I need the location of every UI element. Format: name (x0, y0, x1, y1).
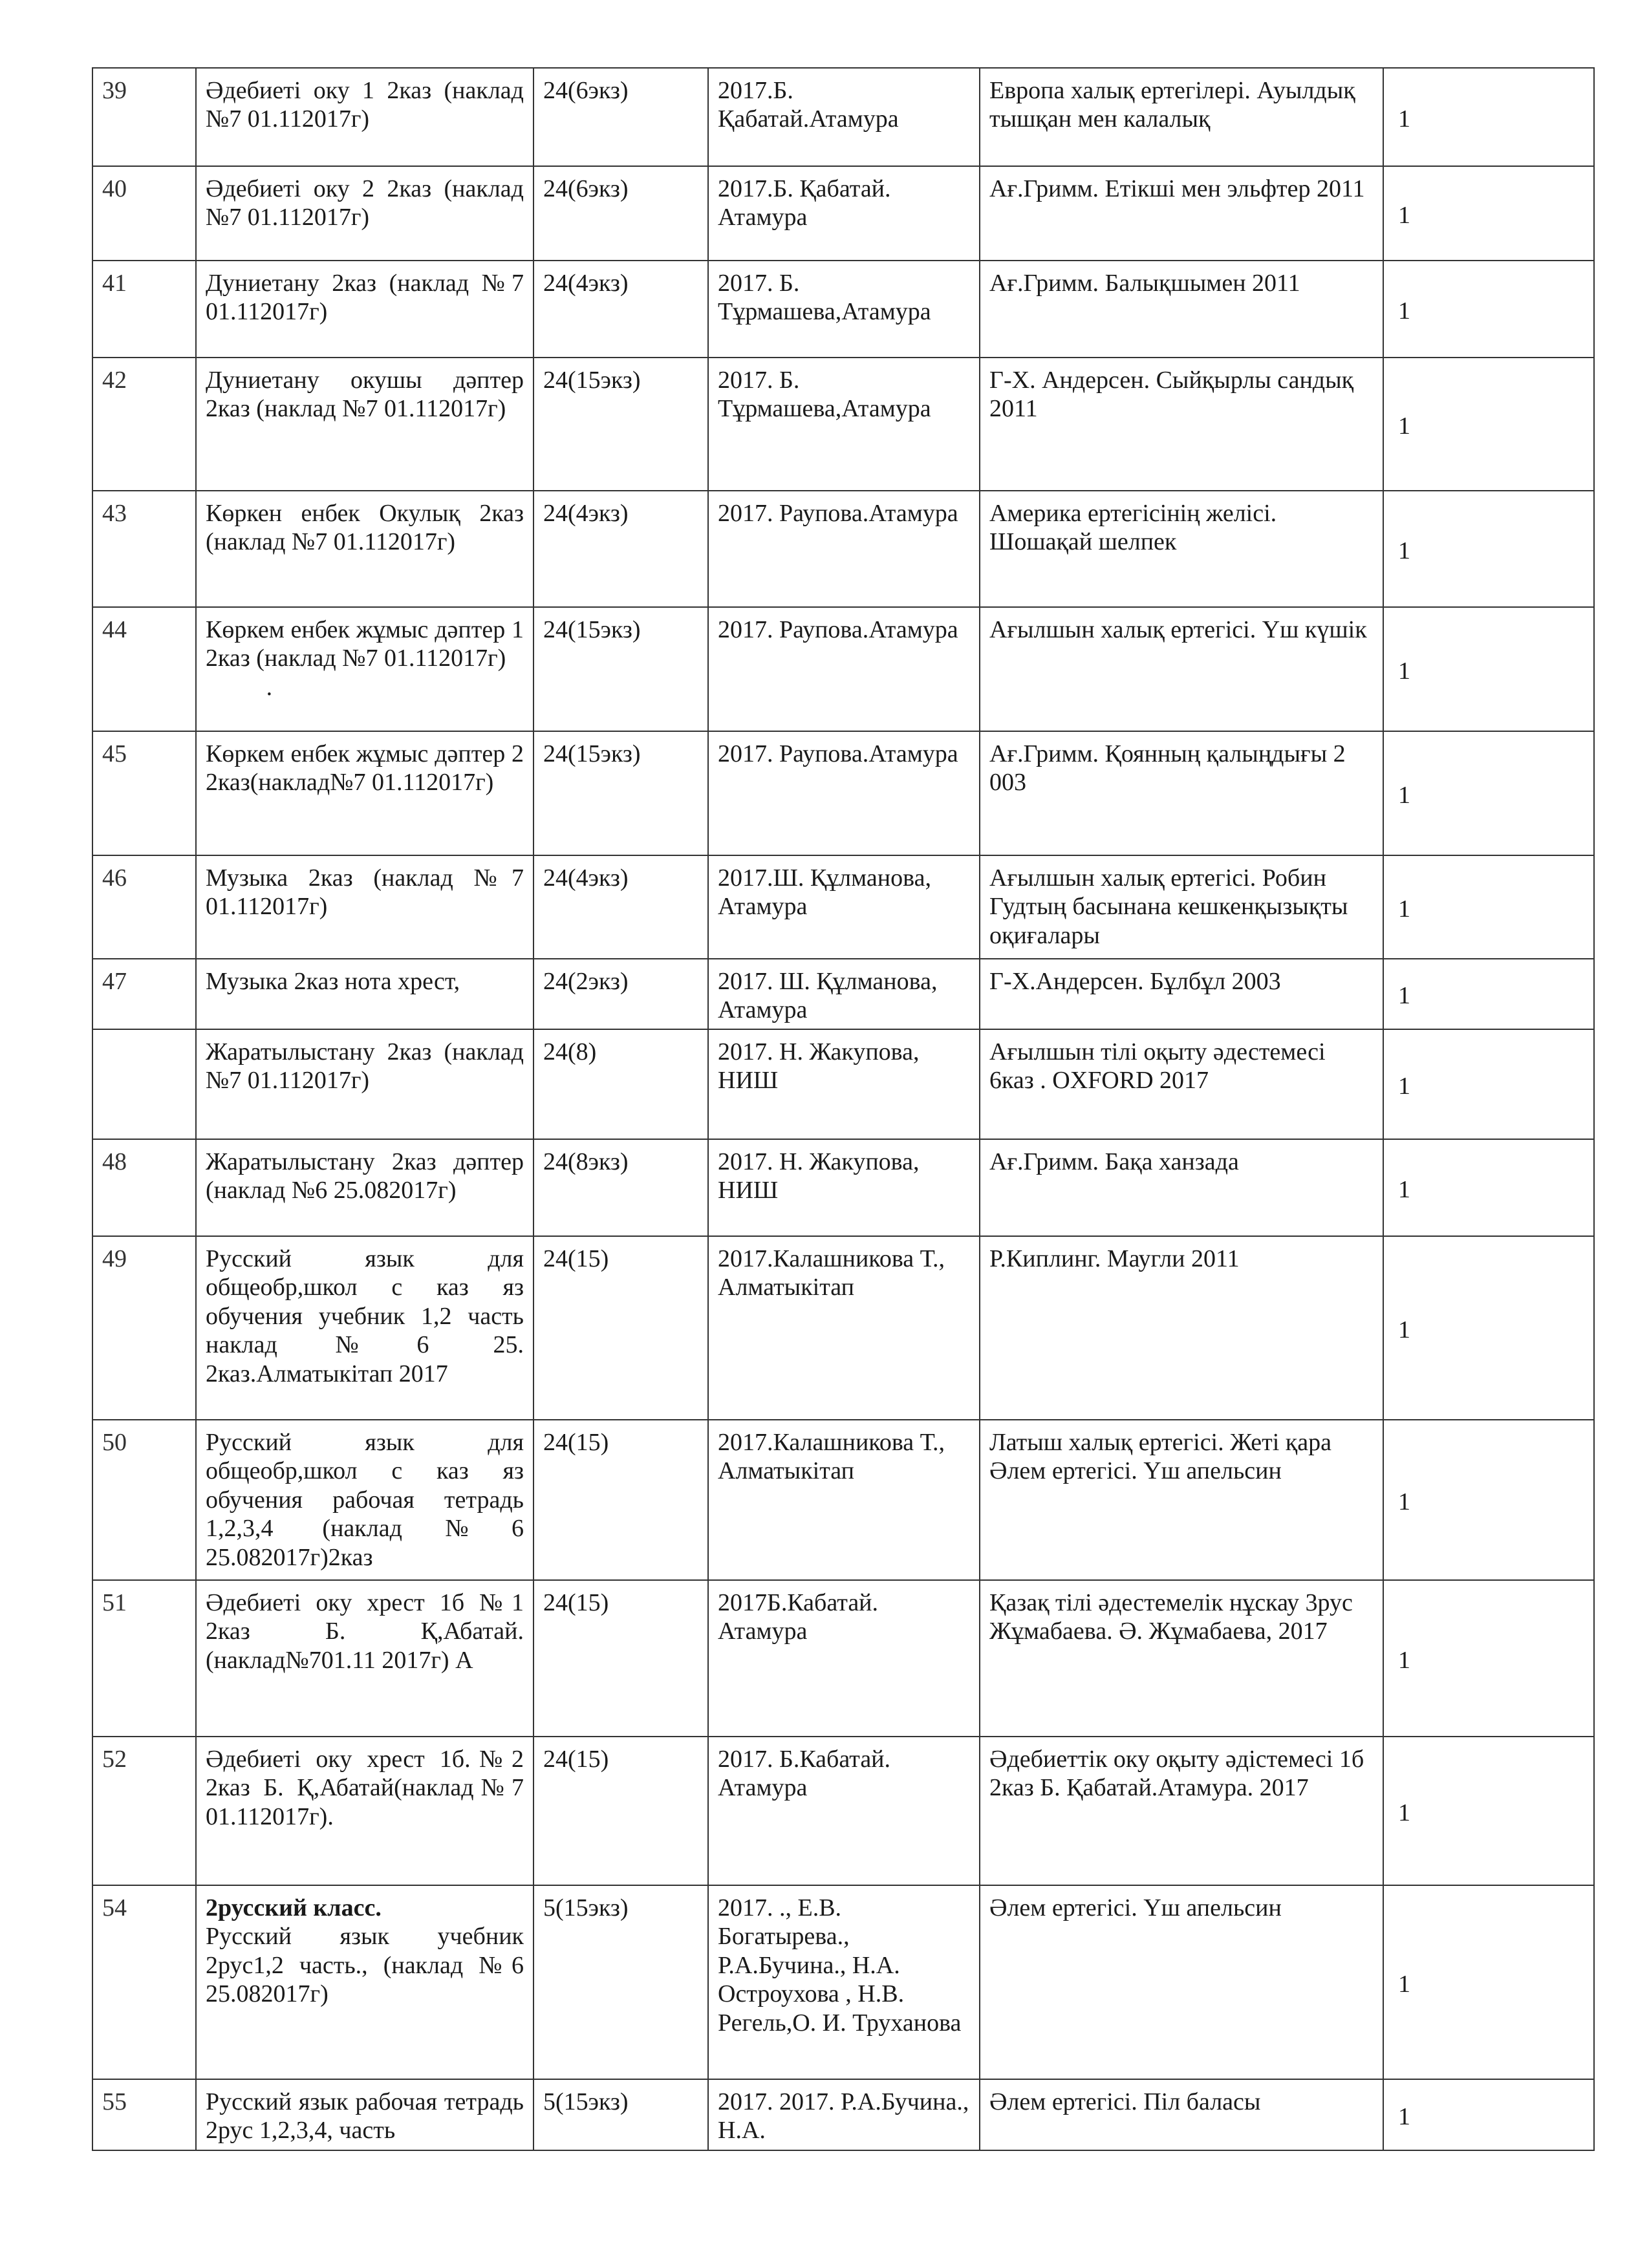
row-number: 44 (92, 607, 196, 731)
row-number: 47 (92, 959, 196, 1029)
publisher: 2017. Раупова.Атамура (708, 491, 980, 607)
table-row (92, 1737, 1594, 1885)
publisher: 2017. Раупова.Атамура (708, 731, 980, 855)
row-number: 52 (92, 1737, 196, 1885)
literature-item: Ағылшын халық ертегісі. Робин Гудтың басынана кешкенқызықты оқиғалары (980, 855, 1383, 959)
literature-item: Латыш халық ертегісі. Жеті қара Әлем ертегісі. Үш апельсин (980, 1420, 1383, 1580)
literature-item: Әлем ертегісі. Үш апельсин (980, 1885, 1383, 2079)
row-number: 40 (92, 166, 196, 261)
quantity: 24(6экз) (534, 68, 708, 166)
row-number: 50 (92, 1420, 196, 1580)
count: 1 (1383, 731, 1594, 855)
count: 1 (1383, 68, 1594, 166)
book-title: Русский язык для общеобр,школ с каз яз обучения рабочая тетрадь 1,2,3,4 (наклад№6 25.082017г)2каз (196, 1420, 534, 1580)
book-title: Музыка 2каз нота хрест, (196, 959, 534, 1029)
table-row (92, 358, 1594, 491)
literature-item: Ағ.Гримм. Бақа ханзада (980, 1139, 1383, 1236)
publisher: 2017Б.Кабатай. Атамура (708, 1580, 980, 1737)
book-title: Русский язык для общеобр,школ с каз яз обучения учебник 1,2 часть наклад№6 25. 2каз.Алматыкітап 2017 (196, 1236, 534, 1420)
row-number: 41 (92, 261, 196, 358)
table-row (92, 1885, 1594, 2079)
count: 1 (1383, 261, 1594, 358)
quantity: 24(15экз) (534, 607, 708, 731)
row-number (92, 1029, 196, 1139)
inventory-table (92, 67, 1595, 2151)
table-row (92, 1236, 1594, 1420)
count: 1 (1383, 1737, 1594, 1885)
book-title: Әдебиеті оку хрест 1б №1 2каз Б. Қ,Абатай.(наклад№701.11 2017г) А (196, 1580, 534, 1737)
quantity: 24(15экз) (534, 731, 708, 855)
count: 1 (1383, 491, 1594, 607)
book-title: Русский язык рабочая тетрадь 2рус 1,2,3,4, часть (196, 2079, 534, 2150)
literature-item: Ағылшын халық ертегісі. Үш күшік (980, 607, 1383, 731)
count: 1 (1383, 959, 1594, 1029)
stray-mark: . (266, 673, 273, 701)
publisher: 2017. Б. Тұрмашева,Атамура (708, 261, 980, 358)
row-number: 48 (92, 1139, 196, 1236)
publisher: 2017. Н. Жакупова, НИШ (708, 1139, 980, 1236)
quantity: 24(15) (534, 1420, 708, 1580)
row-number: 43 (92, 491, 196, 607)
count: 1 (1383, 1139, 1594, 1236)
publisher: 2017.Калашникова Т., Алматыкітап (708, 1420, 980, 1580)
literature-item: Қазақ тілі әдестемелік нұскау 3рус Жұмабаева. Ә. Жұмабаева, 2017 (980, 1580, 1383, 1737)
publisher: 2017.Б. Қабатай.Атамура (708, 68, 980, 166)
quantity: 24(6экз) (534, 166, 708, 261)
literature-item: Европа халық ертегілері. Ауылдық тышқан мен калалық (980, 68, 1383, 166)
literature-item: Ағ.Гримм. Қоянның қалыңдығы 2 003 (980, 731, 1383, 855)
quantity: 5(15экз) (534, 1885, 708, 2079)
book-title: Музыка 2каз (наклад №7 01.112017г) (196, 855, 534, 959)
literature-item: Әлем ертегісі. Піл баласы (980, 2079, 1383, 2150)
book-title: Әдебиеті оку 1 2каз (наклад №7 01.112017г) (196, 68, 534, 166)
count: 1 (1383, 607, 1594, 731)
row-number: 46 (92, 855, 196, 959)
table-row (92, 166, 1594, 261)
quantity: 24(4экз) (534, 491, 708, 607)
book-title: Әдебиеті оку хрест 1б.№2 2каз Б. Қ,Абатай(наклад№7 01.112017г). (196, 1737, 534, 1885)
row-number: 49 (92, 1236, 196, 1420)
publisher: 2017.Б. Қабатай. Атамура (708, 166, 980, 261)
literature-item: Г-Х. Андерсен. Сыйқырлы сандық 2011 (980, 358, 1383, 491)
book-title: Жаратылыстану 2каз дәптер (наклад №6 25.082017г) (196, 1139, 534, 1236)
table-row (92, 959, 1594, 1029)
literature-item: Ағылшын тілі оқыту әдестемесі 6каз . OXFORD 2017 (980, 1029, 1383, 1139)
book-title: Көркем енбек жұмыс дәптер 1 2каз (наклад №7 01.112017г) (206, 616, 524, 672)
book-title: Дуниетану 2каз (наклад №7 01.112017г) (196, 261, 534, 358)
table-row (92, 1420, 1594, 1580)
literature-item: Р.Киплинг. Маугли 2011 (980, 1236, 1383, 1420)
quantity: 24(15) (534, 1737, 708, 1885)
publisher: 2017. Б.Кабатай. Атамура (708, 1737, 980, 1885)
table-row (92, 607, 1594, 731)
table-row (92, 2079, 1594, 2150)
section-heading: 2русский класс. (206, 1894, 382, 1921)
quantity: 24(2экз) (534, 959, 708, 1029)
table-row (92, 1139, 1594, 1236)
literature-item: Әдебиеттік оку оқыту әдістемесі 1б 2каз Б. Қабатай.Атамура. 2017 (980, 1737, 1383, 1885)
quantity: 24(15) (534, 1236, 708, 1420)
publisher: 2017. Ш. Құлманова, Атамура (708, 959, 980, 1029)
publisher: 2017. Раупова.Атамура (708, 607, 980, 731)
book-title: Көркен енбек Окулық 2каз (наклад №7 01.112017г) (196, 491, 534, 607)
publisher: 2017.Ш. Құлманова, Атамура (708, 855, 980, 959)
quantity: 24(4экз) (534, 855, 708, 959)
publisher: 2017. ., Е.В. Богатырева., Р.А.Бучина., Н.А. Остроухова , Н.В. Регель,О. И. Труханова (708, 1885, 980, 2079)
count: 1 (1383, 2079, 1594, 2150)
row-number: 51 (92, 1580, 196, 1737)
book-title: Русский язык учебник 2рус1,2 часть., (наклад №6 25.082017г) (206, 1923, 524, 2008)
row-number: 54 (92, 1885, 196, 2079)
count: 1 (1383, 1885, 1594, 2079)
row-number: 39 (92, 68, 196, 166)
count: 1 (1383, 1029, 1594, 1139)
publisher: 2017.Калашникова Т., Алматыкітап (708, 1236, 980, 1420)
table-row (92, 68, 1594, 166)
row-number: 42 (92, 358, 196, 491)
table-row (92, 1580, 1594, 1737)
quantity: 5(15экз) (534, 2079, 708, 2150)
quantity: 24(15) (534, 1580, 708, 1737)
table-row (92, 731, 1594, 855)
count: 1 (1383, 1580, 1594, 1737)
book-title: Әдебиеті оку 2 2каз (наклад №7 01.112017г) (196, 166, 534, 261)
publisher: 2017. 2017. Р.А.Бучина., Н.А. (708, 2079, 980, 2150)
quantity: 24(4экз) (534, 261, 708, 358)
count: 1 (1383, 358, 1594, 491)
table-row (92, 855, 1594, 959)
literature-item: Г-Х.Андерсен. Бұлбұл 2003 (980, 959, 1383, 1029)
quantity: 24(8) (534, 1029, 708, 1139)
count: 1 (1383, 855, 1594, 959)
book-title: Жаратылыстану 2каз (наклад №7 01.112017г) (196, 1029, 534, 1139)
publisher: 2017. Б. Тұрмашева,Атамура (708, 358, 980, 491)
row-number: 55 (92, 2079, 196, 2150)
literature-item: Америка ертегісінің желісі. Шошақай шелпек (980, 491, 1383, 607)
row-number: 45 (92, 731, 196, 855)
count: 1 (1383, 166, 1594, 261)
count: 1 (1383, 1420, 1594, 1580)
publisher: 2017. Н. Жакупова, НИШ (708, 1029, 980, 1139)
table-row (92, 261, 1594, 358)
literature-item: Ағ.Гримм. Етікші мен эльфтер 2011 (980, 166, 1383, 261)
book-title: Көркем енбек жұмыс дәптер 2 2каз(наклад№7 01.112017г) (196, 731, 534, 855)
quantity: 24(8экз) (534, 1139, 708, 1236)
count: 1 (1383, 1236, 1594, 1420)
book-title: Дуниетану окушы дәптер 2каз (наклад №7 01.112017г) (196, 358, 534, 491)
table-row (92, 1029, 1594, 1139)
quantity: 24(15экз) (534, 358, 708, 491)
literature-item: Ағ.Гримм. Балықшымен 2011 (980, 261, 1383, 358)
table-row (92, 491, 1594, 607)
